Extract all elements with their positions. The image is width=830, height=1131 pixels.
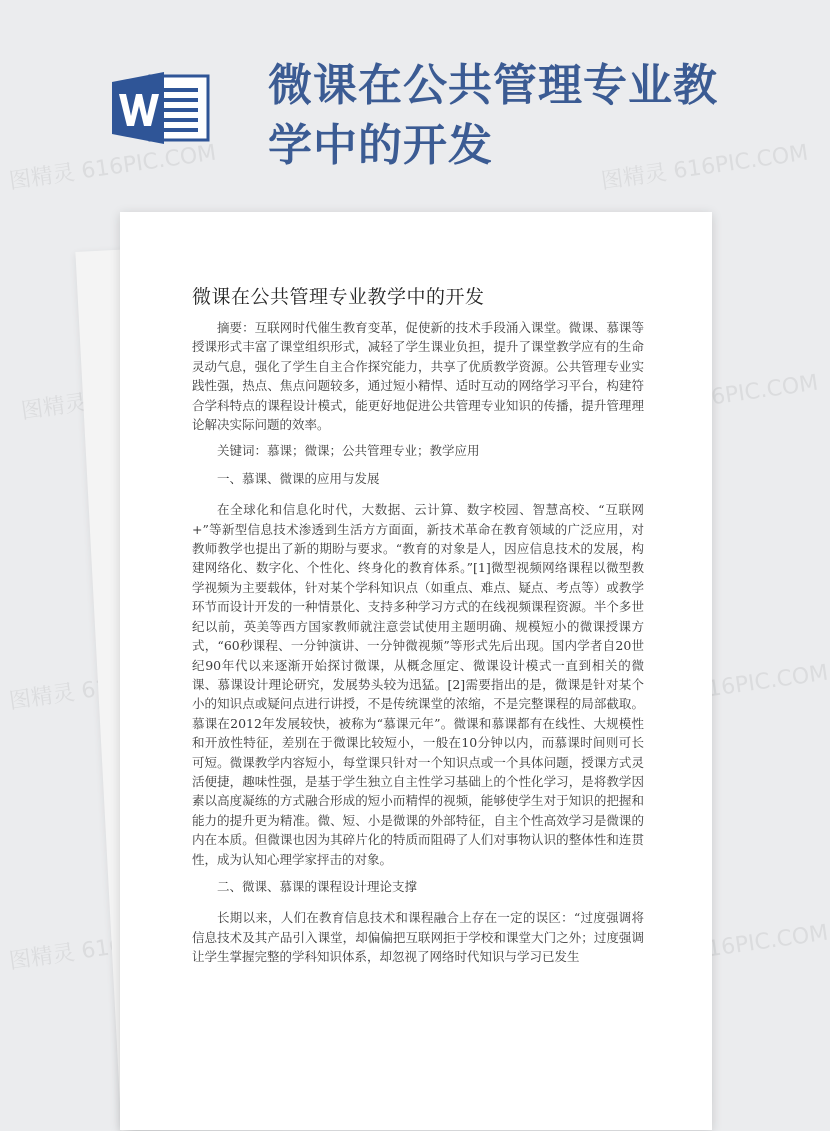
- watermark: 图精灵: [7, 680, 77, 715]
- watermark: 图精灵 616PIC.COM: [619, 660, 830, 715]
- watermark: 图精灵 616PIC.COM: [7, 140, 218, 195]
- watermark: 图精灵 616PIC.COM: [619, 920, 830, 975]
- keywords-paragraph: 关键词：慕课；微课；公共管理专业；教学应用: [217, 443, 480, 459]
- watermark: 图精灵 616PIC.COM: [599, 140, 810, 195]
- document-title: 微课在公共管理专业教学中的开发: [268, 60, 718, 171]
- document-page[interactable]: [120, 212, 712, 1130]
- watermark: 图精灵: [7, 940, 77, 975]
- watermark: 图精灵: [19, 390, 89, 425]
- word-document-icon: [112, 72, 212, 144]
- watermark: 图精灵 616PIC.COM: [609, 370, 820, 425]
- abstract-paragraph: 摘要：互联网时代催生教育变革，促使新的技术手段涌入课堂。微课、慕课等授课形式丰富了课堂组织形式，减轻了学生课业负担，提升了课堂教学应有的生命灵动气息，强化了学生自主合作探究能力，共享了优质教学资源。公共管理专业实践性强，热点、焦点问题较多，通过短小精悍、适时互动的网络学习平台，构建符合学科特点的课程设计模式，能更好地促进公共管理专业知识的传播，提升管理理论解决实际问题的效率。: [192, 320, 644, 433]
- section-heading: 一、慕课、微课的应用与发展: [217, 470, 380, 486]
- page-title: 微课在公共管理专业教学中的开发: [192, 286, 485, 308]
- document-header: [0, 0, 800, 200]
- body-paragraph: 在全球化和信息化时代，大数据、云计算、数字校园、智慧高校、“互联网+”等新型信息技术渗透到生活方方面面，新技术革命在教育领域的广泛应用，对教师教学也提出了新的期盼与要求。“教育的对象是人，因应信息技术的发展，构建网络化、数字化、个性化、终身化的教育体系。”[1]微型视频网络课程以微型教学视频为主要载体，针对某个学科知识点（如重点、难点、疑点、考点等）或教学环节而设计开发的一种情景化、支持多种学习方式的在线视频课程资源。半个多世纪以前，英美等西方国家教师就注意尝试使用主题明确、规模短小的微课授课方式，“60秒课程、一分钟演讲、一分钟微视频”等形式先后出现。国内学者自20世纪90年代以来逐渐开始探讨微课，从概念厘定、微课设计模式一直到相关的微课、慕课设计理论研究，发展势头较为迅猛。[2]需要指出的是，微课是针对某个小的知识点或疑问点进行讲授，不是传统课堂的浓缩，不是完整课程的局部截取。慕课在2012年发展较快，被称为“慕课元年”。微课和慕课都有在线性、大规模性和开放性特征，差别在于微课比较短小，一般在10分钟以内，而慕课时间则可长可短。微课教学内容短小，每堂课只针对一个知识点或一个具体问题，授课方式灵活便捷，趣味性强，是基于学生独立自主性学习基础上的个性化学习，是将教学因素以高度凝练的方式融合形成的短小而精悍的视频，能够使学生对于知识的把握和能力的提升更为精准。微、短、小是微课的外部特征，自主个性高效学习是微课的内在本质。但微课也因为其碎片化的特质而阻碍了人们对事物认识的整体性和连贯性，成为认知心理学家抨击的对象。: [192, 502, 644, 867]
- body-paragraph: 长期以来，人们在教育信息技术和课程融合上存在一定的误区：“过度强调将信息技术及其产品引入课堂，却偏偏把互联网拒于学校和课堂大门之外；过度强调让学生掌握完整的学科知识体系，却忽视了网络时代知识与学习已发生: [192, 910, 644, 965]
- section-heading: 二、微课、慕课的课程设计理论支撑: [217, 878, 418, 894]
- document-body: [192, 318, 644, 974]
